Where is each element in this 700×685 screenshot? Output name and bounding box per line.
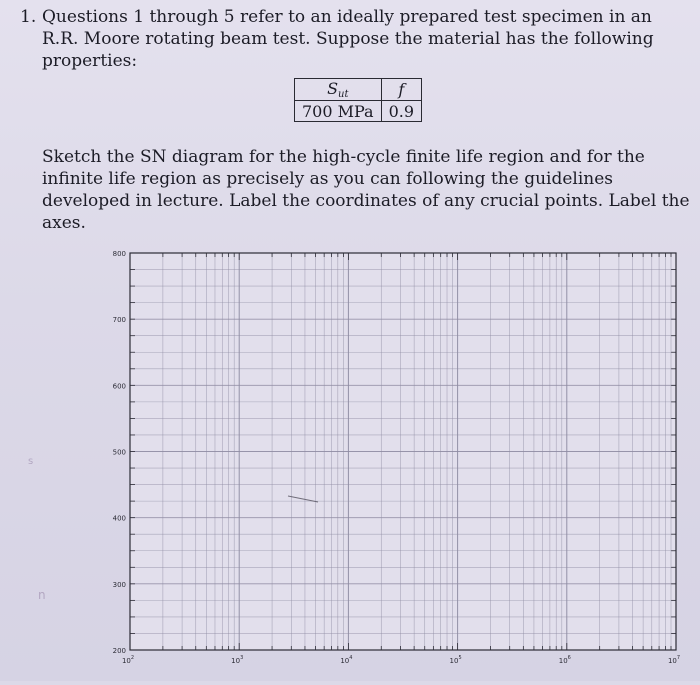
y-tick-label: 500 [112,448,126,457]
y-tick-label: 400 [112,514,126,523]
x-tick-label: $10^3$ [231,655,244,665]
header-sut-symbol: S [327,79,339,98]
x-tick-exponent: 5 [458,655,462,661]
y-tick-label: 600 [112,382,126,391]
header-f-symbol: f [398,80,405,99]
value-f: 0.9 [381,101,421,122]
x-tick-exponent: 3 [240,655,244,661]
question-intro: Questions 1 through 5 refer to an ideally prepared test specimen in an R.R. Moore rotating beam test. Suppose the material has the following properties: [42,7,654,71]
x-tick-exponent: 2 [130,655,135,661]
x-tick-exponent: 7 [676,655,681,661]
margin-pencil-mark: n [38,588,46,602]
x-tick-label: $10^4$ [340,655,353,665]
instruction-text: Sketch the SN diagram for the high-cycle finite life region and for the infinite life region as precisely as you can following the guidelines developed in lecture. Label the coordinates of any crucial points. Label the axes. [42,147,690,233]
value-sut: 700 MPa [295,101,382,122]
y-tick-label: 700 [112,316,126,325]
x-tick-label: $10^5$ [449,655,462,665]
x-tick-exponent: 4 [349,655,353,661]
y-tick-label: 300 [112,580,126,589]
x-tick-label: $10^7$ [667,655,681,665]
y-tick-label: 200 [112,647,126,655]
margin-pencil-mark: s [28,456,34,467]
x-tick-exponent: 6 [567,655,571,661]
header-sut-subscript: ut [338,89,349,100]
y-tick-label: 800 [112,250,126,258]
x-tick-label: $10^2$ [121,655,135,665]
question-number: 1. [20,7,37,27]
x-tick-label: $10^6$ [558,655,571,665]
